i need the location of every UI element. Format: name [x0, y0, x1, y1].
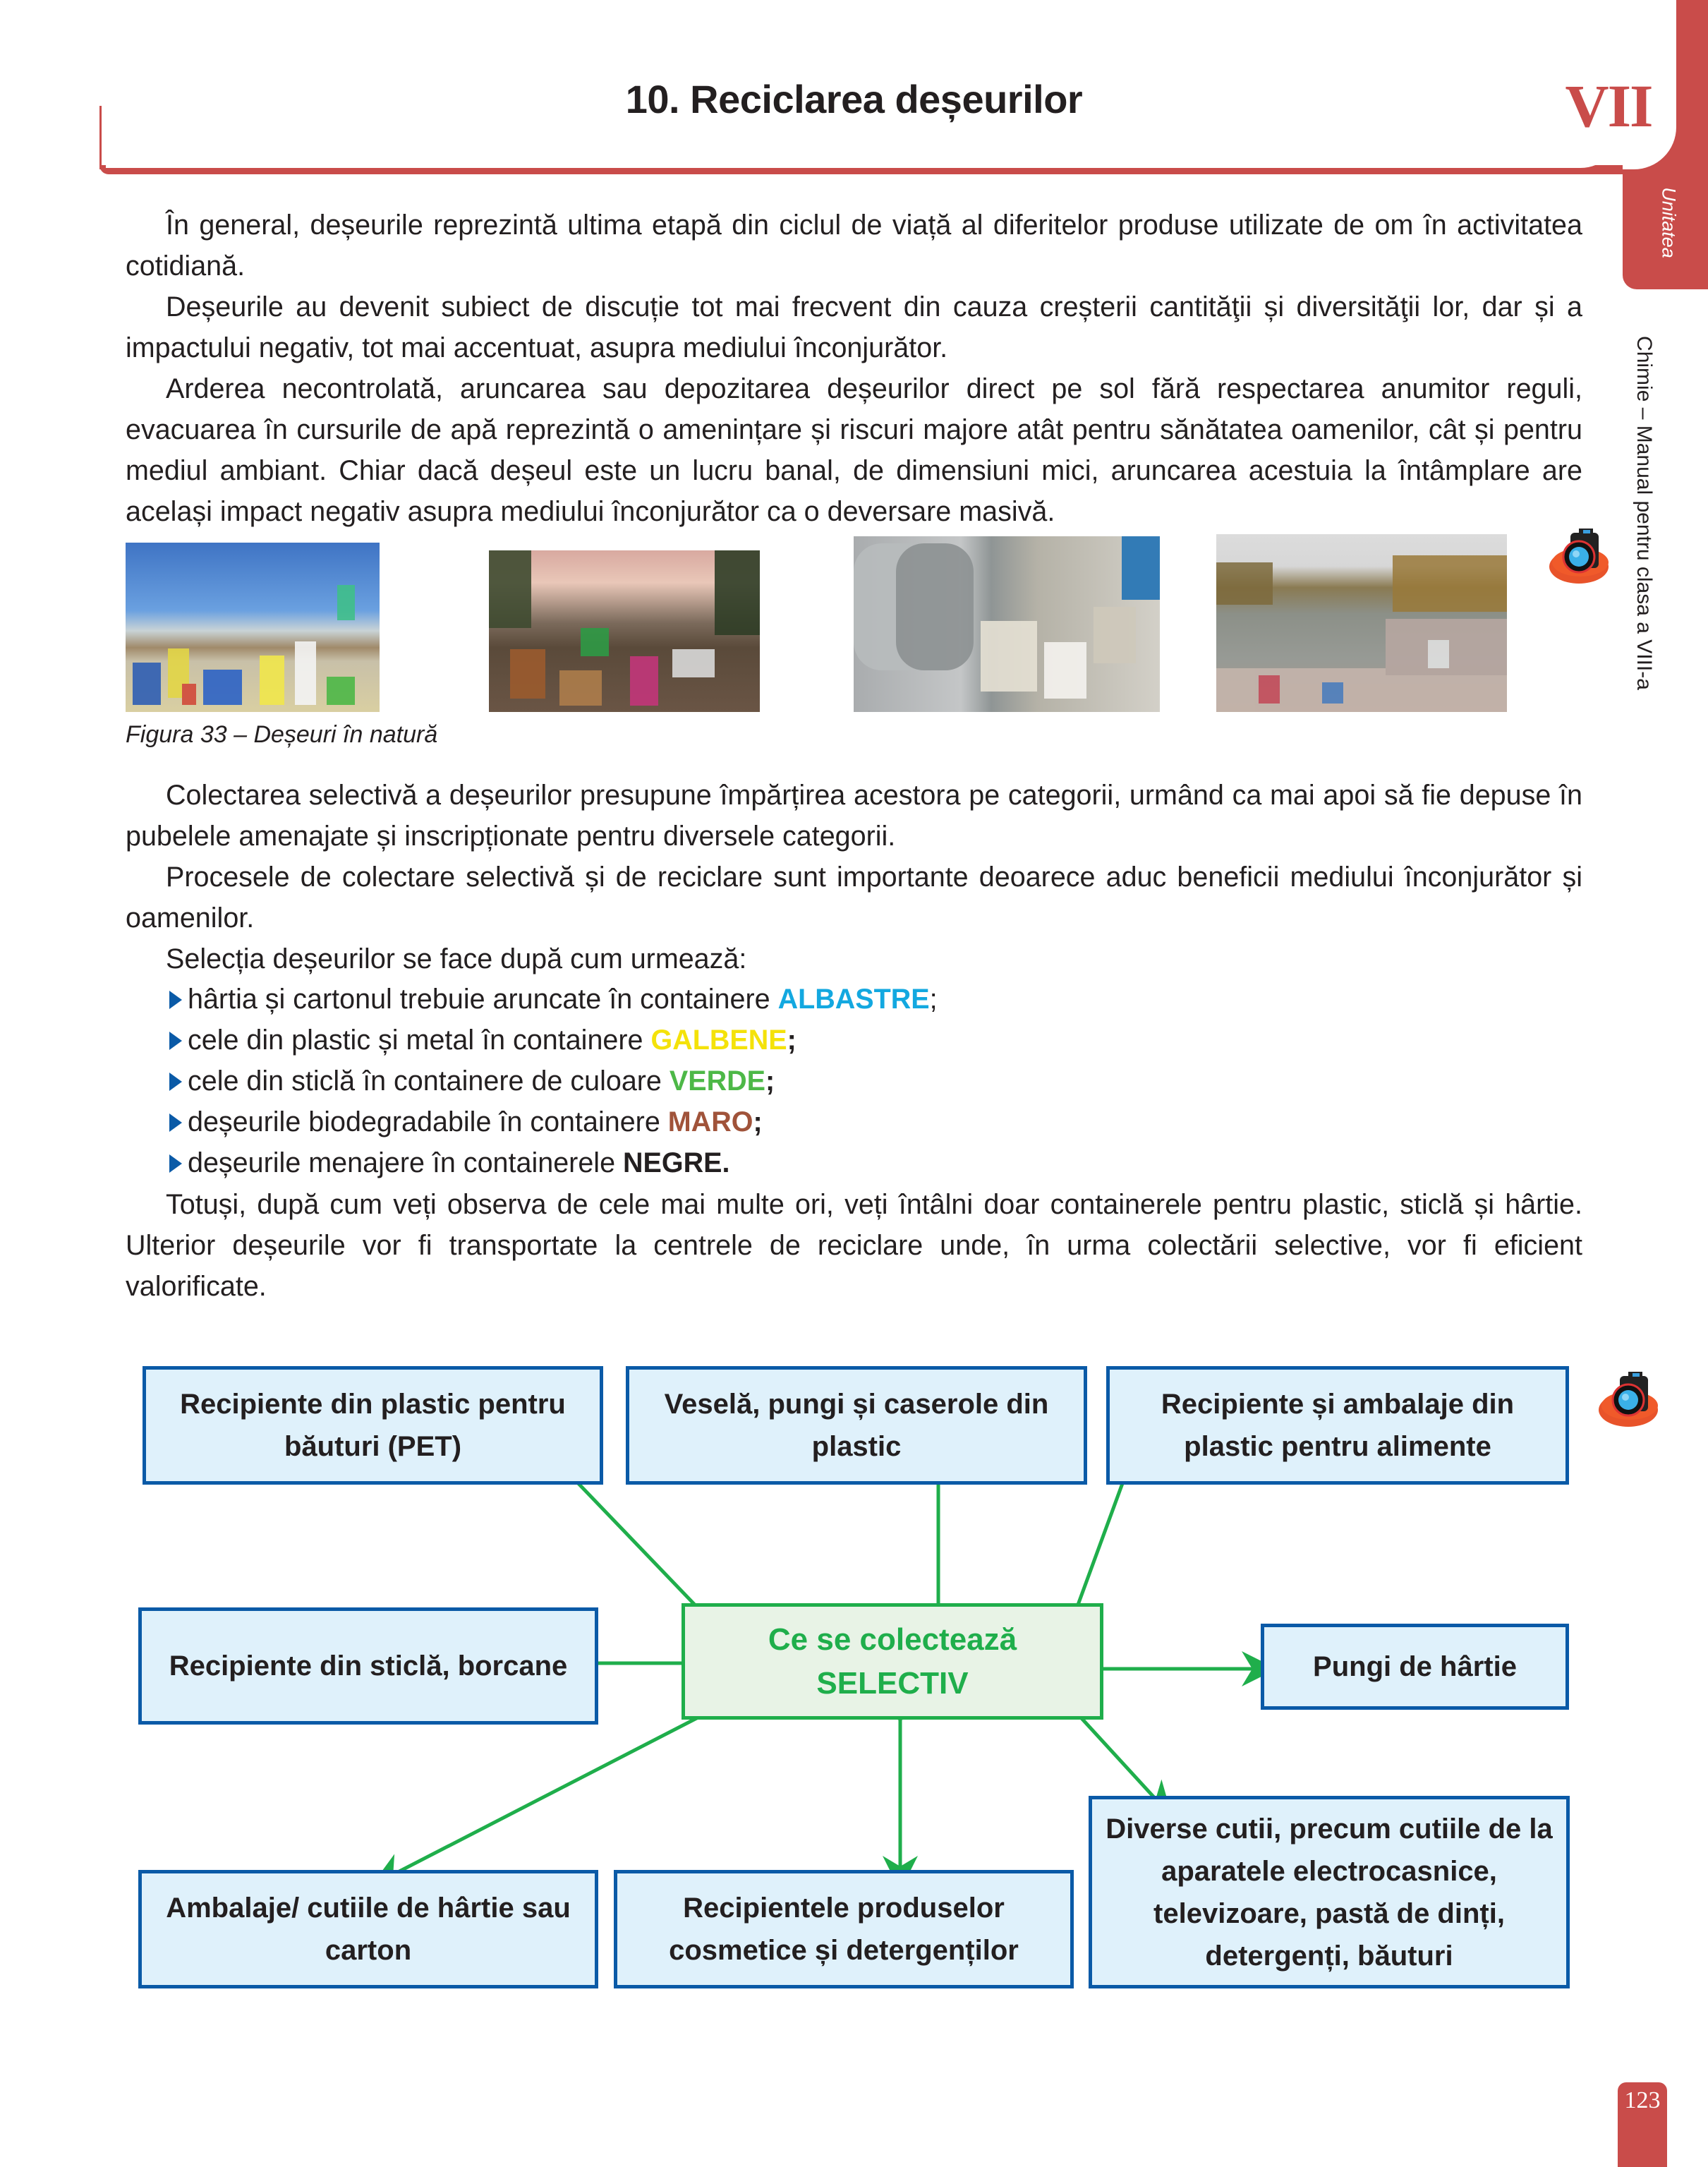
box-pet-bottles: Recipiente din plastic pentru băuturi (PET)	[143, 1366, 603, 1485]
box-food-packaging: Recipiente și ambalaje din plastic pentru alimente	[1106, 1366, 1569, 1485]
page-number: 123	[1624, 2087, 1661, 2113]
box-glass-jars: Recipiente din sticlă, borcane	[138, 1607, 598, 1725]
bullet-text: deșeurile biodegradabile în containere	[188, 1106, 668, 1137]
bullet-text: cele din plastic și metal în containere	[188, 1025, 651, 1056]
keyword-albastre: ALBASTRE	[777, 984, 930, 1015]
keyword-galbene: GALBENE	[650, 1025, 787, 1056]
bullet-end: ;	[765, 1066, 775, 1097]
unit-number: VII	[1565, 72, 1652, 140]
bullet-end: ;	[753, 1106, 763, 1137]
bullet-text: hârtia și cartonul trebuie aruncate în containere	[188, 984, 778, 1015]
selection-intro: Selecția deșeurilor se face după cum urmează:	[166, 943, 747, 974]
selective-paragraph-3: Totuși, după cum veți observa de cele mai multe ori, veți întâlni doar containerele pentru plastic, sticlă și hârtie. Ulterior deșeurile vor fi transportate la centrele de reciclare unde, în urma colectării selective, vor fi eficient valorificate.	[126, 1189, 1582, 1302]
bullet-end: ;	[787, 1025, 797, 1056]
bullet-text: deșeurile menajere în containerele	[188, 1147, 624, 1178]
selective-paragraph-1: Colectarea selectivă a deșeurilor presupune împărțirea acestora pe categorii, urmând ca mai apoi să fie depuse în pubelele amenajate și inscripționate pentru diversele categorii.	[126, 780, 1582, 852]
unit-label: Unitatea	[1658, 187, 1680, 258]
box-paper-cardboard: Ambalaje/ cutiile de hârtie sau carton	[138, 1870, 598, 1988]
intro-paragraph-1: În general, deșeurile reprezintă ultima etapă din ciclul de viață al diferitelor produse utilizate de om în activitatea cotidiană.	[126, 210, 1582, 282]
center-line-2: SELECTIV	[816, 1665, 969, 1701]
keyword-verde: VERDE	[669, 1066, 765, 1097]
box-cosmetics: Recipientele produselor cosmetice și detergenților	[614, 1870, 1074, 1988]
bullet-text: cele din sticlă în containere de culoare	[188, 1066, 670, 1097]
bullet-end: ;	[929, 984, 938, 1015]
book-title-vertical: Chimie – Manual pentru clasa a VIII-a	[1633, 336, 1656, 690]
selective-paragraph-2: Procesele de colectare selectivă și de reciclare sunt importante deoarece aduc beneficii mediului înconjurător și oamenilor.	[126, 862, 1582, 934]
keyword-maro: MARO	[667, 1106, 753, 1137]
figure-caption: Figura 33 – Deșeuri în natură	[126, 721, 438, 748]
box-plastic-dishes: Veselă, pungi și caserole din plastic	[626, 1366, 1087, 1485]
center-box-selective	[682, 1603, 1103, 1720]
intro-paragraph-3: Arderea necontrolată, aruncarea sau depozitarea deșeurilor direct pe sol fără respectarea anumitor reguli, evacuarea în cursurile de apă reprezintă o amenințare și riscuri majore atât pentru sănătatea oamenilor, cât și pentru mediul ambiant. Chiar dacă deșeul este un lucru banal, de dimensiuni mici, aruncarea acestuia la întâmplare are același impact negativ asupra mediului înconjurător ca o deversare masivă.	[126, 373, 1582, 527]
keyword-negre: NEGRE.	[623, 1147, 730, 1178]
box-paper-bags: Pungi de hârtie	[1261, 1624, 1569, 1710]
intro-paragraph-2: Deșeurile au devenit subiect de discuție tot mai frecvent din cauza creșterii cantităţii și diversităţii lor, dar și a impactului negativ, tot mai accentuat, asupra mediului înconjurător.	[126, 291, 1582, 363]
box-various-boxes: Diverse cutii, precum cutiile de la aparatele electrocasnice, televizoare, pastă de dinți, detergenți, băuturi	[1089, 1796, 1570, 1988]
page-title: 10. Reciclarea deșeurilor	[625, 77, 1083, 121]
center-line-1: Ce se colectează	[768, 1622, 1017, 1657]
